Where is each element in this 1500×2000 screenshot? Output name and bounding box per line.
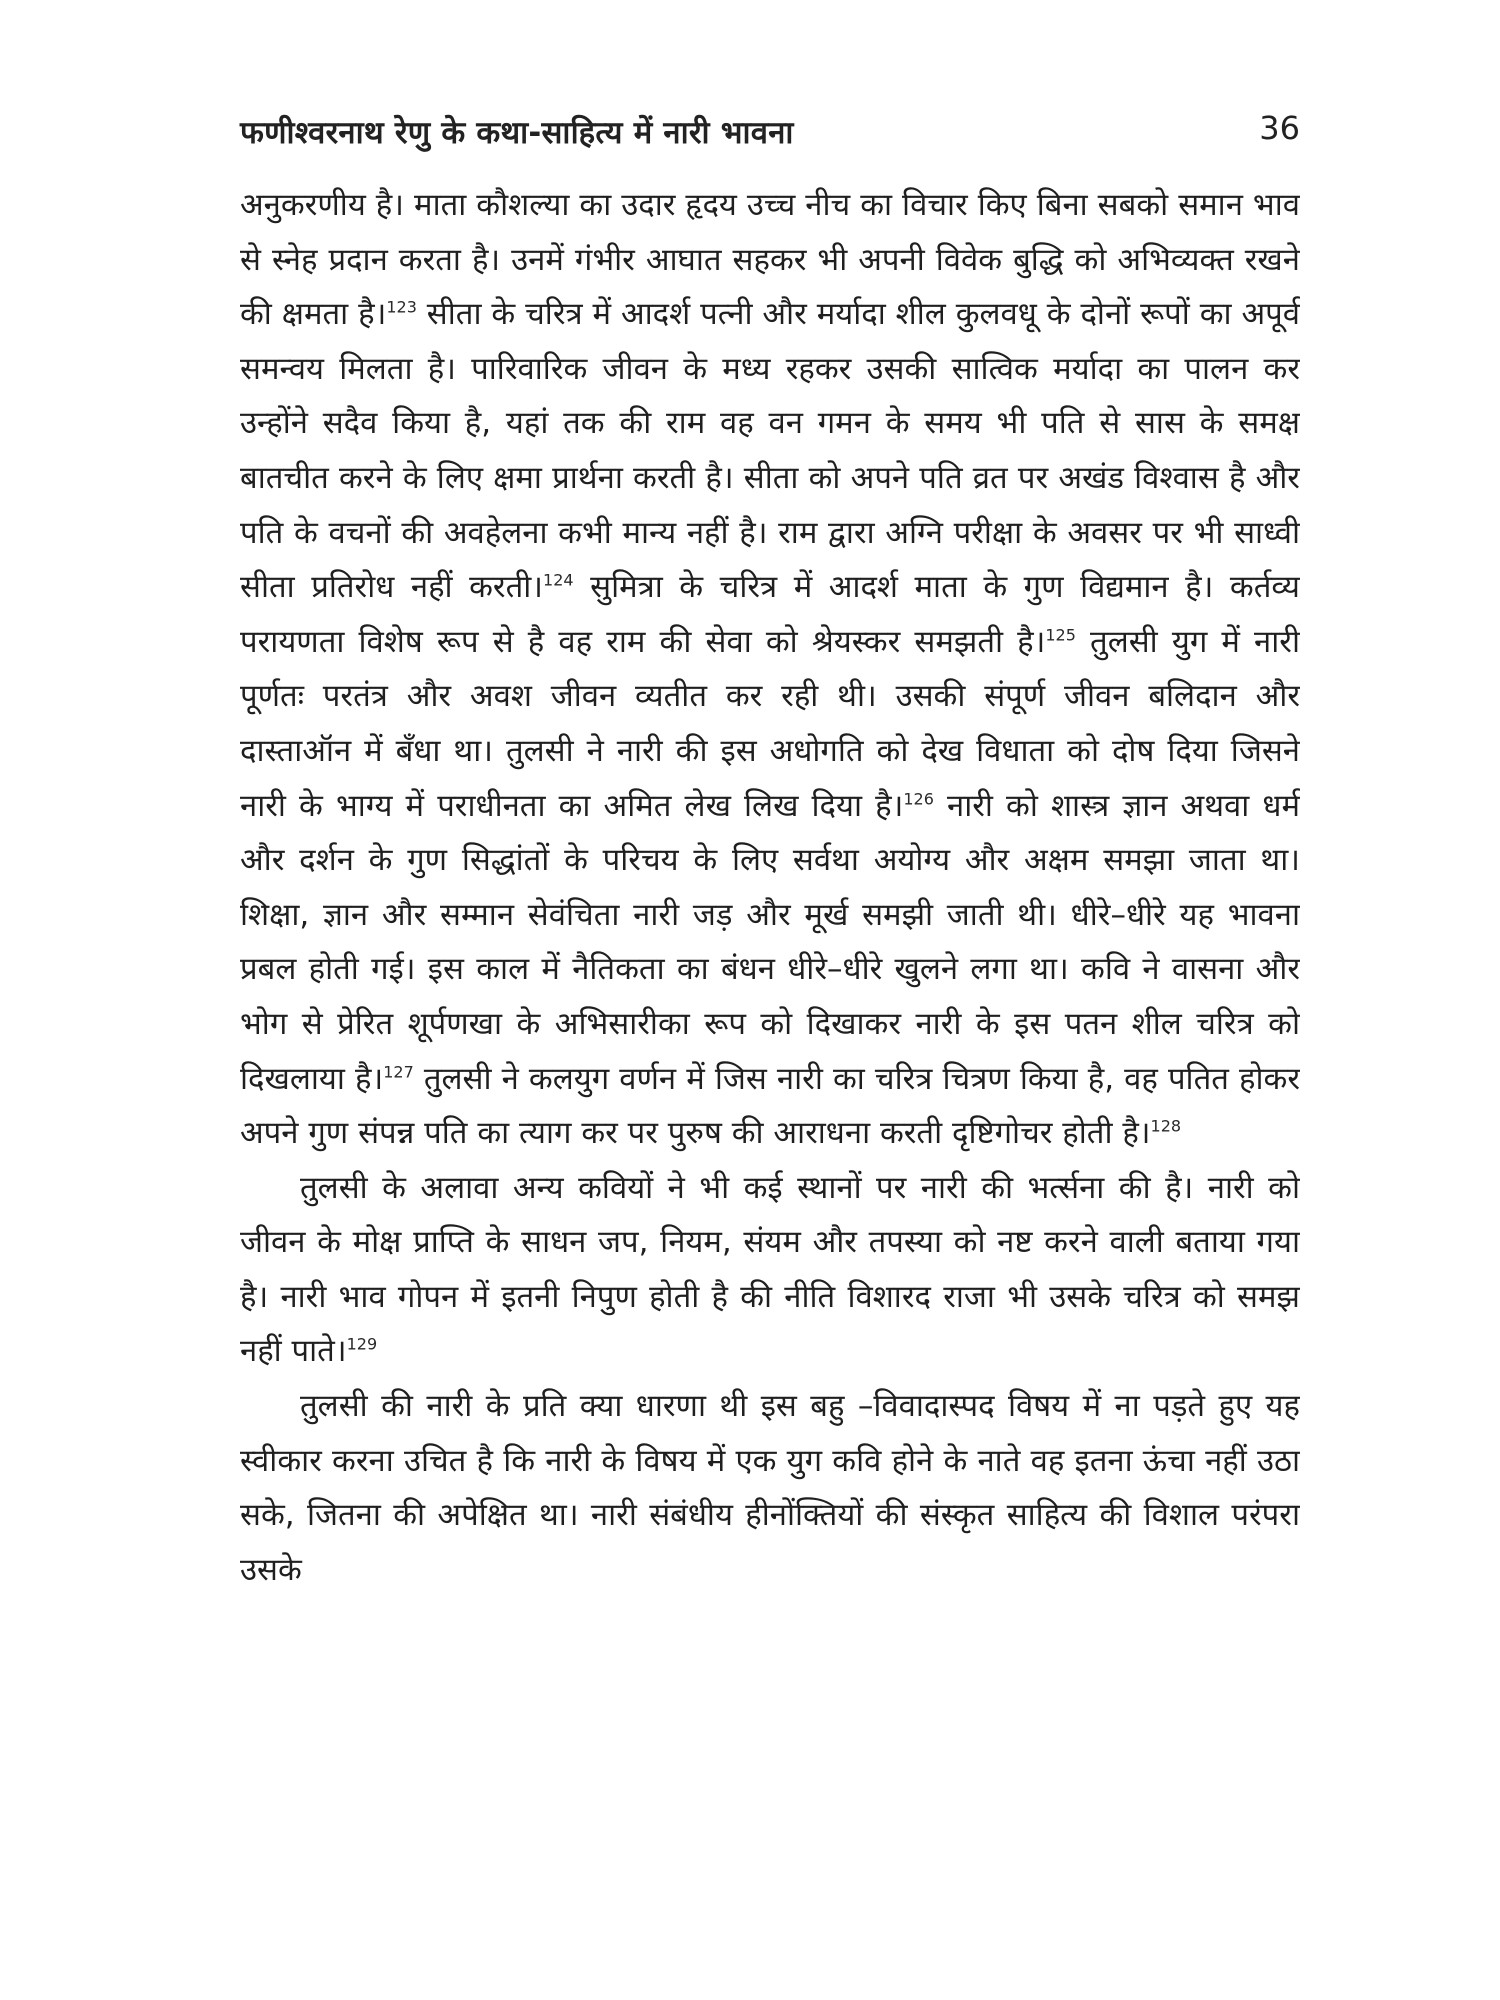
text-segment: सुमित्रा के चरित्र में आदर्श माता के गुण विद्यमान है। कर्तव्य परायणता विशेष रूप से है वह राम की सेवा को श्रेयस्कर समझती है। [240, 569, 1300, 660]
page-number: 36 [1259, 109, 1300, 147]
text-segment: नारी को शास्त्र ज्ञान अथवा धर्म और दर्शन के गुण सिद्धांतों के परिचय के लिए सर्वथा अयोग्य और अक्षम समझा जाता था। शिक्षा, ज्ञान और सम्मान सेवंचिता नारी जड़ और मूर्ख समझी जाती थी। धीरे–धीरे यह भावना प्रबल होती गई। इस काल में नैतिकता का बंधन धीरे–धीरे खुलने लगा था। कवि ने वासना और भोग से प्रेरित शूर्पणखा के अभिसारीका रूप को दिखाकर नारी के इस पतन शील चरित्र को दिखलाया है। [240, 787, 1300, 1097]
page-header [240, 105, 1300, 165]
text-segment: तुलसी के अलावा अन्य कवियों ने भी कई स्थानों पर नारी की भर्त्सना की है। नारी को जीवन के मोक्ष प्राप्ति के साधन जप, नियम, संयम और तपस्या को नष्ट करने वाली बताया गया है। नारी भाव गोपन में इतनी निपुण होती है की नीति विशारद राजा भी उसके चरित्र को समझ नहीं पाते। [240, 1169, 1300, 1370]
text-segment: तुलसी ने कलयुग वर्णन में जिस नारी का चरित्र चित्रण किया है, वह पतित होकर अपने गुण संपन्न पति का त्याग कर पर पुरुष की आराधना करती दृष्टिगोचर होती है। [240, 1060, 1300, 1152]
footnote-ref-129: 129 [346, 1335, 378, 1355]
footnote-ref-128: 128 [1150, 1116, 1182, 1136]
footnote-ref-126: 126 [903, 789, 934, 809]
body-text [240, 178, 1300, 1958]
paragraph-2 [240, 1161, 1300, 1379]
footnote-ref-123: 123 [386, 297, 417, 317]
footnote-ref-127: 127 [383, 1062, 414, 1082]
text-segment: तुलसी युग में नारी पूर्णतः परतंत्र और अवश जीवन व्यतीत कर रही थी। उसकी संपूर्ण जीवन बलिदान और दास्ताऑन में बँधा था। तुलसी ने नारी की इस अधोगति को देख विधाता को दोष दिया जिसने नारी के भाग्य में पराधीनता का अमित लेख लिख दिया है। [240, 623, 1300, 824]
footnote-ref-124: 124 [543, 570, 574, 590]
text-segment: तुलसी की नारी के प्रति क्या धारणा थी इस बहु –विवादास्पद विषय में ना पड़ते हुए यह स्वीकार करना उचित है कि नारी के विषय में एक युग कवि होने के नाते वह इतना ऊंचा नहीं उठा सके, जितना की अपेक्षित था। नारी संबंधीय हीनोंक्तियों की संस्कृत साहित्य की विशाल परंपरा उसके [240, 1388, 1300, 1588]
text-segment: अनुकरणीय है। माता कौशल्या का उदार हृदय उच्च नीच का विचार किए बिना सबको समान भाव से स्नेह प्रदान करता है। उनमें गंभीर आघात सहकर भी अपनी विवेक बुद्धि को अभिव्यक्त रखने की क्षमता है। [240, 187, 1300, 333]
footnote-ref-125: 125 [1045, 625, 1076, 645]
paragraph-3 [240, 1379, 1300, 1597]
paragraph-1 [240, 178, 1300, 1161]
text-segment: सीता के चरित्र में आदर्श पत्नी और मर्यादा शील कुलवधू के दोनों रूपों का अपूर्व समन्वय मिलता है। पारिवारिक जीवन के मध्य रहकर उसकी सात्विक मर्यादा का पालन कर उन्होंने सदैव किया है, यहां तक की राम वह वन गमन के समय भी पति से सास के समक्ष बातचीत करने के लिए क्षमा प्रार्थना करती है। सीता को अपने पति व्रत पर अखंड विश्वास है और पति के वचनों की अवहेलना कभी मान्य नहीं है। राम द्वारा अग्नि परीक्षा के अवसर पर भी साध्वी सीता प्रतिरोध नहीं करती। [240, 296, 1300, 606]
running-title: फणीश्वरनाथ रेणु के कथा-साहित्य में नारी भावना [240, 115, 794, 151]
